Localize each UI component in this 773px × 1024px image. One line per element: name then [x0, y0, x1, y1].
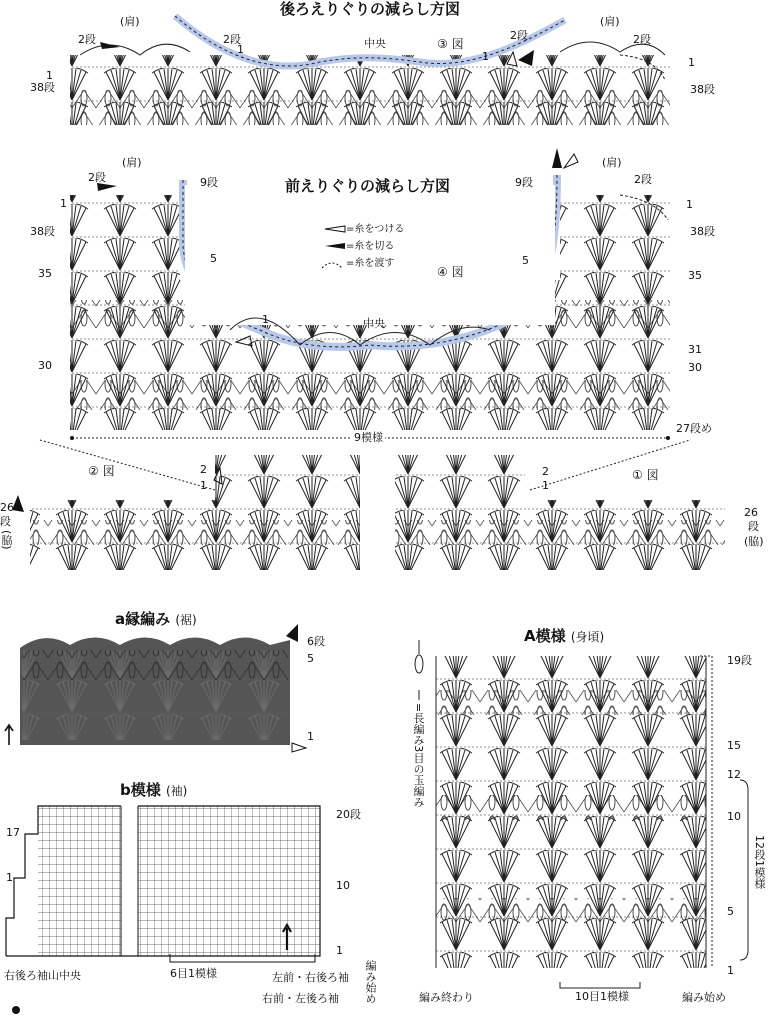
sleeve-right-front: 右前・左後ろ袖	[262, 992, 339, 1005]
sleeve-center: 右後ろ袖山中央	[4, 969, 81, 982]
front-row2-left: 2段	[88, 171, 106, 184]
front-row9-left: 9段	[200, 176, 218, 189]
legend	[346, 223, 404, 270]
fig2-side: (脇)	[0, 530, 13, 550]
sleeve-row20: 20段	[336, 808, 361, 821]
body-row12: 12	[727, 768, 741, 781]
edge-title	[115, 608, 197, 629]
back-neck-chart	[70, 16, 670, 125]
back-shoulder-right: (肩)	[600, 15, 620, 28]
front-row30-right: 30	[688, 361, 702, 374]
front-shoulder-right: (肩)	[602, 156, 622, 169]
edge-chart	[5, 624, 306, 752]
front-row38-right: 38段	[690, 225, 715, 238]
sleeve-title-sub: (袖)	[165, 784, 188, 798]
body-pattern-chart	[415, 640, 748, 988]
fig2-row2: 2	[200, 463, 207, 476]
back-row2-right: 2段	[510, 29, 528, 42]
legend-carry: =糸を渡す	[346, 258, 395, 269]
body-row1: 1	[727, 964, 734, 977]
front-shoulder-left: (肩)	[122, 156, 142, 169]
fig2-row1: 1	[200, 479, 207, 492]
fig2-row26: 26	[0, 501, 14, 514]
legend-cut: =糸を切る	[346, 241, 395, 252]
back-row1-mid: 1	[237, 43, 244, 56]
fig2-chart	[12, 440, 360, 570]
body-repeat-sts: 10目1模様	[575, 990, 629, 1003]
fig1-dan: 段	[748, 520, 759, 533]
body-end: 編み終わり	[419, 991, 474, 1004]
front-row30-left: 30	[38, 359, 52, 372]
back-row2-far-right: 2段	[633, 33, 651, 46]
sleeve-left-front: 左前・右後ろ袖	[272, 971, 349, 984]
edge-row5: 5	[307, 652, 314, 665]
back-neck-title: 後ろえりぐりの減らし方図	[280, 0, 461, 18]
back-row38-left: 38段	[30, 81, 55, 94]
front-row31: 31	[688, 343, 702, 356]
back-center-label: 中央	[364, 37, 386, 50]
front-row38-left: 38段	[30, 225, 55, 238]
back-row2-mid: 2段	[223, 33, 241, 46]
front-row2-right: 2段	[634, 173, 652, 186]
fig2-label: ② 図	[88, 464, 115, 478]
front-row5-left: 5	[210, 252, 217, 265]
sleeve-start: 編み始め	[364, 960, 377, 1004]
sleeve-row10: 10	[336, 879, 350, 892]
sleeve-title-main: b模様	[120, 781, 161, 799]
legend-attach: =糸をつける	[346, 224, 405, 235]
sleeve-row1-left: 1	[6, 871, 13, 884]
front-row27: 27段め	[676, 422, 712, 435]
body-start: 編み始め	[682, 991, 726, 1004]
edge-row6: 6段	[307, 635, 325, 648]
front-row1-right: 1	[686, 198, 693, 211]
front-fig-label: ④ 図	[437, 265, 464, 279]
front-repeat: 9模様	[354, 431, 383, 444]
sleeve-title	[120, 779, 187, 800]
back-shoulder-left: (肩)	[120, 15, 140, 28]
fig1-label: ① 図	[632, 468, 659, 482]
body-title-main: A模様	[524, 627, 566, 645]
front-row1-left: 1	[60, 197, 67, 210]
fig1-side: (脇)	[744, 535, 764, 548]
front-row35-right: 35	[688, 269, 702, 282]
back-row1-left: 1	[46, 69, 53, 82]
fig2-dan: 段	[0, 515, 11, 528]
edge-row1: 1	[307, 730, 314, 743]
fig1-chart	[395, 440, 725, 570]
sleeve-repeat: 6目1模様	[170, 967, 217, 980]
front-row5-right: 5	[522, 254, 529, 267]
sleeve-row17: 17	[6, 826, 20, 839]
back-row1-right: 1	[482, 50, 489, 63]
body-title	[524, 625, 604, 646]
front-center-label: 中央	[363, 317, 385, 330]
fig1-row26: 26	[744, 506, 758, 519]
body-row5: 5	[727, 905, 734, 918]
front-row1-mid: 1	[262, 313, 269, 326]
body-row19: 19段	[727, 654, 752, 667]
fig1-row1: 1	[542, 479, 549, 492]
body-title-sub: (身頃)	[570, 630, 605, 644]
body-row15: 15	[727, 739, 741, 752]
sleeve-row1-right: 1	[336, 944, 343, 957]
fig1-row2: 2	[542, 465, 549, 478]
front-row9-right: 9段	[515, 176, 533, 189]
back-fig-label: ③ 図	[437, 37, 464, 51]
edge-title-sub: (裾)	[175, 613, 197, 627]
back-row2-left: 2段	[78, 33, 96, 46]
edge-title-main: a縁編み	[115, 610, 171, 628]
back-row1-far-right: 1	[688, 56, 695, 69]
back-row38-right: 38段	[690, 83, 715, 96]
body-row10: 10	[727, 810, 741, 823]
body-repeat-rows: 12段1模様	[753, 835, 766, 889]
front-row35-left: 35	[38, 267, 52, 280]
body-note: =長編み3目の玉編み	[412, 703, 425, 808]
front-neck-title: 前えりぐりの減らし方図	[285, 177, 451, 195]
